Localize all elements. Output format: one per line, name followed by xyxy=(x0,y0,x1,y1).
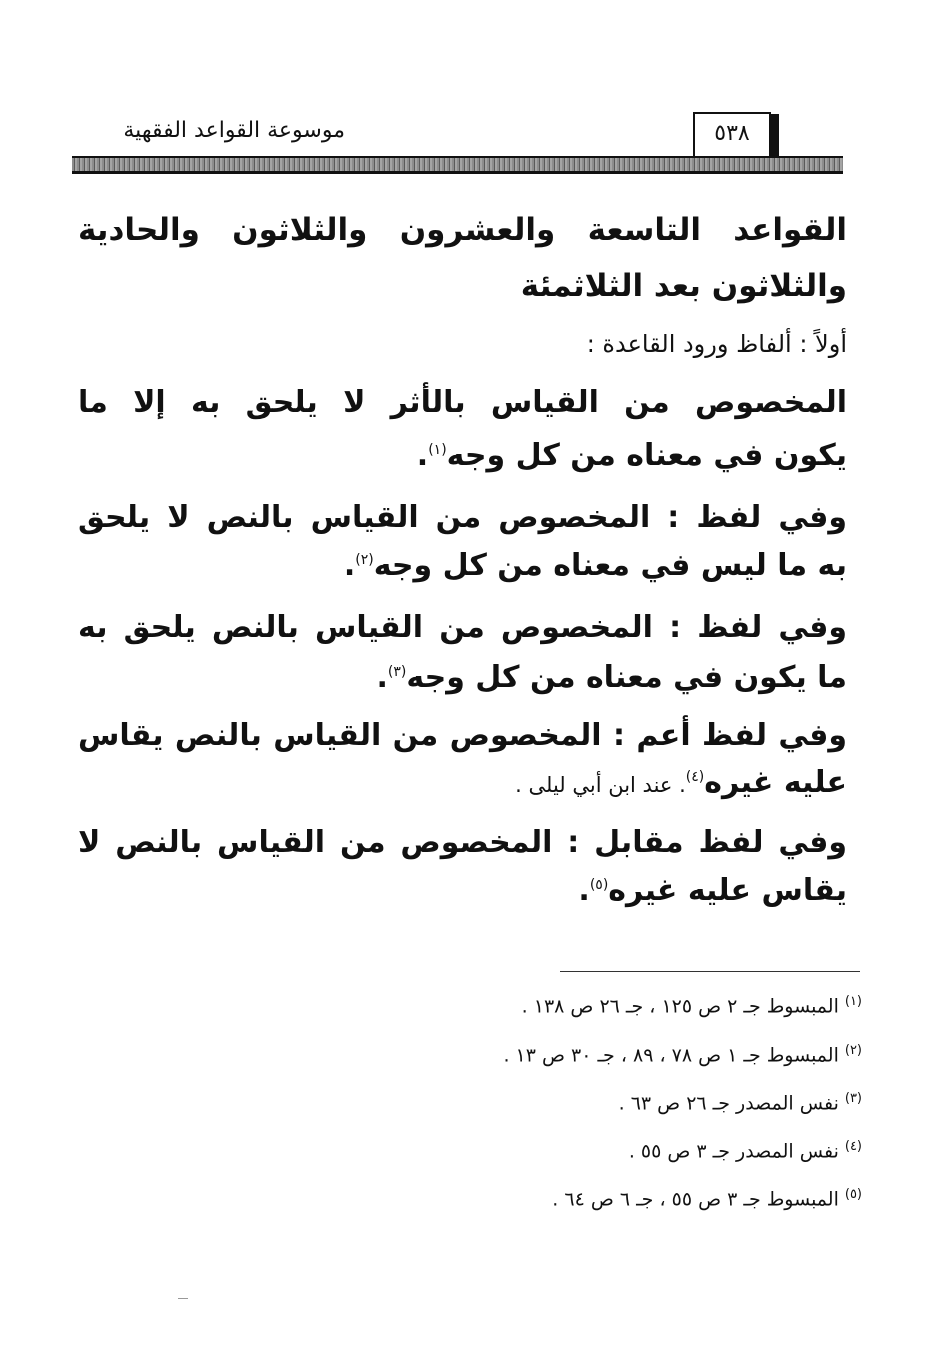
rule-heading-line-1: القواعد التاسعة والعشرون والثلاثون والحادية xyxy=(78,212,847,248)
footnote-5-text: المبسوط جـ ٣ ص ٥٥ ، جـ ٦ ص ٦٤ . xyxy=(552,1188,839,1211)
paragraph-2-line-2 xyxy=(344,548,847,583)
footnote-ref-1: (١) xyxy=(428,442,447,458)
footnote-ref-4: (٤) xyxy=(685,769,705,785)
footnote-separator xyxy=(560,971,860,972)
paragraph-2-text: به ما ليس في معناه من كل وجه xyxy=(373,548,847,583)
footnote-3 xyxy=(619,1091,862,1114)
paragraph-4-line-1: وفي لفظ أعم : المخصوص من القياس بالنص يقاس xyxy=(78,718,847,753)
paragraph-1-text: يكون في معناه من كل وجه xyxy=(446,438,847,473)
page-number-box xyxy=(693,112,771,156)
paragraph-3-text: ما يكون في معناه من كل وجه xyxy=(406,660,847,695)
paragraph-2-period: . xyxy=(343,548,356,583)
footnote-5 xyxy=(552,1187,862,1210)
footnote-2 xyxy=(503,1043,862,1066)
paragraph-3-line-1: وفي لفظ : المخصوص من القياس بالنص يلحق به xyxy=(78,610,847,645)
section-label: أولاً : ألفاظ ورود القاعدة : xyxy=(586,330,847,358)
paragraph-5-line-1: وفي لفظ مقابل : المخصوص من القياس بالنص لا xyxy=(78,825,847,860)
paragraph-3-line-2 xyxy=(377,660,848,695)
footnote-1 xyxy=(522,994,862,1017)
footnote-5-number: (٥) xyxy=(844,1187,862,1202)
paragraph-5-line-2 xyxy=(578,873,847,908)
page-number: ٥٣٨ xyxy=(714,121,750,146)
paragraph-3-period: . xyxy=(376,660,388,695)
footnote-ref-2: (٢) xyxy=(355,552,374,568)
footnote-4-text: نفس المصدر جـ ٣ ص ٥٥ . xyxy=(628,1140,839,1163)
footnote-4 xyxy=(629,1139,862,1162)
footnote-4-number: (٤) xyxy=(844,1139,862,1154)
scan-mark xyxy=(178,1298,188,1299)
footnote-3-text: نفس المصدر جـ ٢٦ ص ٦٣ . xyxy=(618,1092,839,1115)
running-header-title: موسوعة القواعد الفقهية xyxy=(123,118,345,143)
paragraph-4-line-2 xyxy=(515,765,847,800)
footnote-2-number: (٢) xyxy=(844,1043,862,1058)
paragraph-1-line-1: المخصوص من القياس بالأثر لا يلحق به إلا ما xyxy=(78,385,847,420)
paragraph-4-text: عليه غيره xyxy=(704,765,847,800)
footnote-2-text: المبسوط جـ ١ ص ٧٨ ، ٨٩ ، جـ ٣٠ ص ١٣ . xyxy=(503,1044,839,1067)
paragraph-4-tail: . عند ابن أبي ليلى . xyxy=(515,773,686,797)
paragraph-1-period: . xyxy=(416,438,429,473)
paragraph-1-line-2 xyxy=(417,438,847,473)
paragraph-5-text: يقاس عليه غيره xyxy=(608,873,847,908)
footnote-ref-5: (٥) xyxy=(589,877,609,893)
footnote-1-number: (١) xyxy=(844,994,862,1009)
footnote-3-number: (٣) xyxy=(844,1091,862,1106)
rule-heading-line-2: والثلاثون بعد الثلاثمئة xyxy=(520,268,847,304)
paragraph-2-line-1: وفي لفظ : المخصوص من القياس بالنص لا يلحق xyxy=(78,500,847,535)
footnote-1-text: المبسوط جـ ٢ ص ١٢٥ ، جـ ٢٦ ص ١٣٨ . xyxy=(521,995,839,1018)
footnote-ref-3: (٣) xyxy=(387,664,407,680)
paragraph-5-period: . xyxy=(578,873,590,908)
header-rule xyxy=(72,156,843,174)
